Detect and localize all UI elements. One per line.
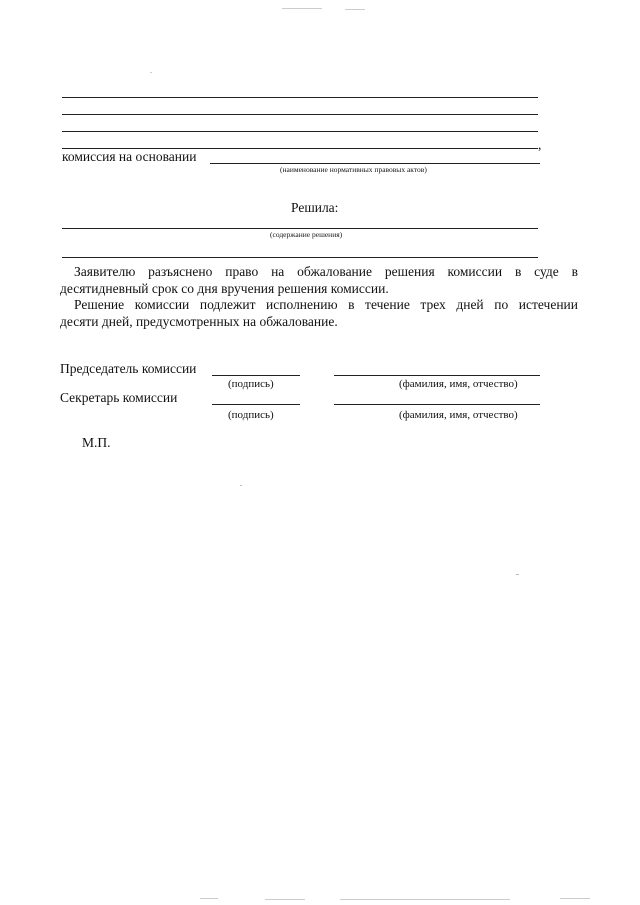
decision-heading: Решила: (291, 200, 339, 215)
stamp-place: М.П. (82, 435, 111, 450)
secretary-label: Секретарь комиссии (60, 390, 178, 405)
scan-artifact (282, 8, 322, 9)
appeal-line-2: десятидневный срок со дня вручения решения комиссии. (60, 281, 389, 296)
scan-artifact (240, 485, 242, 486)
basis-label: комиссия на основании (62, 149, 197, 164)
scan-artifact (340, 899, 510, 900)
appeal-paragraph (60, 263, 578, 297)
chairman-signature-caption: (подпись) (228, 378, 274, 390)
secretary-signature-caption: (подпись) (228, 409, 274, 421)
decision-line-2 (62, 257, 538, 258)
decision-line (62, 228, 538, 229)
execution-line-2: десяти дней, предусмотренных на обжалование. (60, 314, 338, 329)
blank-line (62, 114, 538, 115)
secretary-name-line (334, 404, 540, 405)
scan-artifact (200, 898, 218, 899)
secretary-name-caption: (фамилия, имя, отчество) (399, 409, 518, 421)
secretary-signature-line (212, 404, 300, 405)
basis-caption: (наименование нормативных правовых актов) (280, 165, 427, 174)
blank-line (62, 131, 538, 132)
scan-artifact (560, 898, 590, 899)
chairman-name-caption: (фамилия, имя, отчество) (399, 378, 518, 390)
execution-paragraph (60, 296, 578, 330)
blank-line (62, 97, 538, 98)
chairman-signature-line (212, 375, 300, 376)
scan-artifact (265, 899, 305, 900)
chairman-label: Председатель комиссии (60, 361, 197, 376)
appeal-line-1: Заявителю разъяснено право на обжалование решения комиссии в суде в (74, 264, 578, 279)
scan-artifact (345, 9, 365, 10)
execution-line-1: Решение комиссии подлежит исполнению в течение трех дней по истечении (74, 297, 578, 312)
chairman-name-line (334, 375, 540, 376)
basis-fill-line (210, 163, 540, 164)
scan-artifact (516, 574, 519, 575)
decision-caption: (содержание решения) (270, 230, 343, 239)
trailing-comma: , (538, 137, 542, 152)
scan-artifact (150, 72, 152, 73)
